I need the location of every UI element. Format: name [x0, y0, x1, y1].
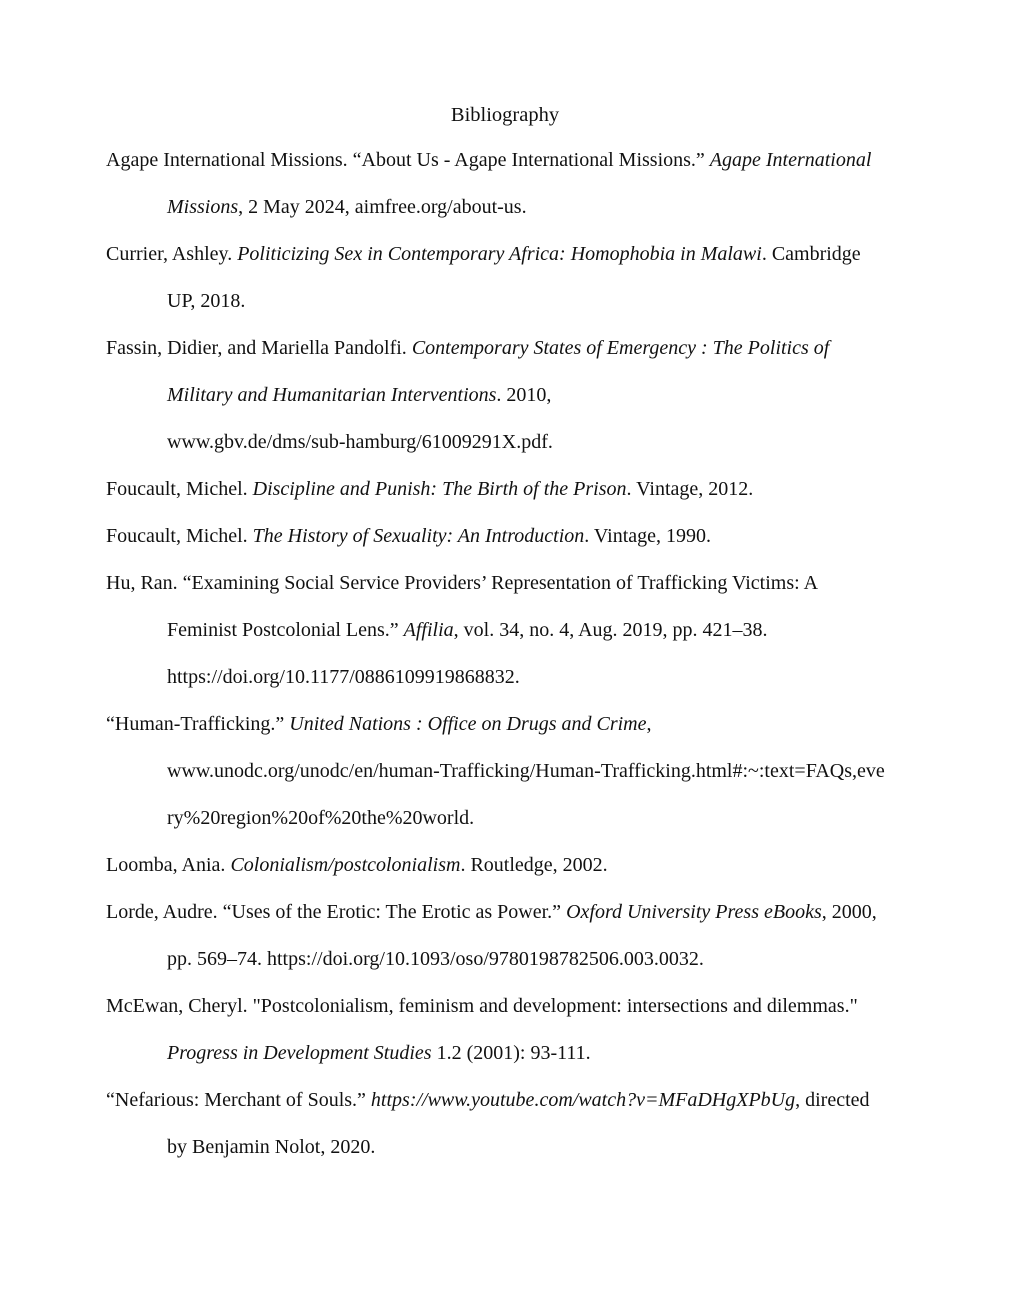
entry-line [106, 945, 877, 992]
entry-text: Lorde, Audre. “Uses of the Erotic: The Erotic as Power.” [106, 901, 567, 923]
bibliography-entry [106, 475, 753, 522]
entry-text: Loomba, Ania. [106, 854, 231, 876]
entry-text: “Nefarious: Merchant of Souls.” [106, 1089, 371, 1111]
italic-title: Contemporary States of Emergency : The Politics of [411, 337, 830, 359]
entry-line [106, 240, 861, 287]
entry-line [106, 381, 829, 428]
entry-text: . Cambridge [761, 243, 861, 265]
entry-line [106, 804, 885, 851]
entry-line [106, 193, 871, 240]
entry-text: McEwan, Cheryl. "Postcolonialism, feminism and development: intersections and dilemmas." [106, 995, 858, 1017]
entry-line [106, 616, 818, 663]
entry-text: ry%20region%20of%20the%20world. [167, 807, 475, 829]
entry-text: by Benjamin Nolot, 2020. [167, 1136, 376, 1158]
entry-line [106, 757, 885, 804]
bibliography-entry [106, 992, 858, 1086]
bibliography-entry [106, 334, 829, 475]
entry-text: “Human-Trafficking.” [106, 713, 290, 735]
entry-line [106, 663, 818, 710]
italic-title: Affilia [403, 619, 454, 641]
entry-text: UP, 2018. [167, 290, 246, 312]
italic-title: The History of Sexuality: An Introduction [252, 525, 585, 547]
entry-text: . Routledge, 2002. [460, 854, 608, 876]
entry-text: , 2 May 2024, aimfree.org/about-us. [238, 196, 527, 218]
entry-text: Hu, Ran. “Examining Social Service Providers’ Representation of Trafficking Victims: A [106, 572, 819, 594]
entry-line [106, 1133, 870, 1180]
entry-text: www.unodc.org/unodc/en/human-Trafficking/Human-Trafficking.html#:~:text=FAQs,eve [167, 760, 885, 782]
entry-text: , [646, 713, 652, 735]
entry-text: Agape International Missions. “About Us - Agape International Missions.” [106, 149, 710, 171]
bibliography-entry [106, 240, 861, 334]
entry-text: pp. 569–74. https://doi.org/10.1093/oso/9780198782506.003.0032. [167, 948, 704, 970]
italic-title: https://www.youtube.com/watch?v=MFaDHgXPbUg [370, 1089, 796, 1111]
entry-line [106, 334, 829, 381]
entry-text: Foucault, Michel. [106, 525, 253, 547]
italic-title: Oxford University Press eBooks [566, 901, 822, 923]
entry-line [106, 898, 877, 945]
entry-line [106, 569, 818, 616]
bibliography-entry [106, 851, 608, 898]
entry-text: . 2010, [496, 384, 552, 406]
italic-title: Agape International [709, 149, 872, 171]
entry-line [106, 475, 753, 522]
italic-title: Colonialism/postcolonialism [230, 854, 461, 876]
entry-line [106, 522, 711, 569]
entry-line [106, 710, 885, 757]
italic-title: Progress in Development Studies [167, 1042, 432, 1064]
entry-text: , 2000, [821, 901, 877, 923]
entry-line [106, 1039, 858, 1086]
bibliography-entry [106, 898, 877, 992]
entry-text: Fassin, Didier, and Mariella Pandolfi. [106, 337, 412, 359]
entry-line [106, 146, 871, 193]
entry-text: Currier, Ashley. [106, 243, 238, 265]
entry-line [106, 851, 608, 898]
entry-line [106, 1086, 870, 1133]
entry-text: , vol. 34, no. 4, Aug. 2019, pp. 421–38. [453, 619, 768, 641]
bibliography-entry [106, 710, 885, 851]
bibliography-entry [106, 569, 818, 710]
entry-text: 1.2 (2001): 93-111. [431, 1042, 591, 1064]
entry-line [106, 992, 858, 1039]
entry-text: www.gbv.de/dms/sub-hamburg/61009291X.pdf. [167, 431, 553, 453]
italic-title: Politicizing Sex in Contemporary Africa: Homophobia in Malawi [237, 243, 762, 265]
entry-text: https://doi.org/10.1177/0886109919868832. [167, 666, 520, 688]
bibliography-entry [106, 146, 871, 240]
italic-title: Missions [167, 196, 239, 218]
page-title: Bibliography [450, 104, 560, 126]
bibliography-entry [106, 1086, 870, 1180]
entry-text: Foucault, Michel. [106, 478, 253, 500]
entry-text: . Vintage, 1990. [584, 525, 712, 547]
entry-text: . Vintage, 2012. [626, 478, 754, 500]
entry-text: , directed [795, 1089, 870, 1111]
bibliography-entry [106, 522, 711, 569]
italic-title: United Nations : Office on Drugs and Crime [289, 713, 647, 735]
italic-title: Military and Humanitarian Interventions [167, 384, 497, 406]
entry-text: Feminist Postcolonial Lens.” [167, 619, 404, 641]
entry-line [106, 287, 861, 334]
entry-line [106, 428, 829, 475]
italic-title: Discipline and Punish: The Birth of the Prison [252, 478, 627, 500]
